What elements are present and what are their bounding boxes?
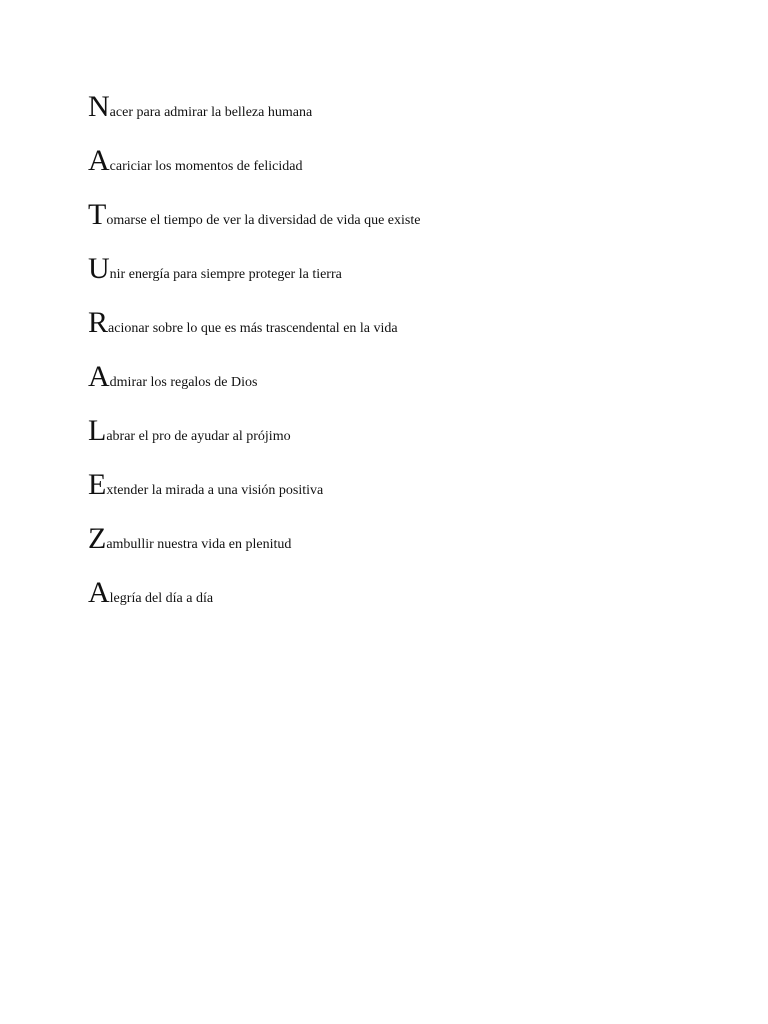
poem-line-9 (88, 524, 728, 578)
line-initial: U (88, 252, 110, 285)
line-text: nir energía para siempre proteger la tierra (109, 267, 342, 282)
line-text: legría del día a día (109, 591, 214, 606)
line-text: cariciar los momentos de felicidad (109, 159, 303, 174)
line-initial: A (88, 144, 110, 177)
poem-line-5 (88, 308, 728, 362)
line-initial: A (88, 360, 110, 393)
line-text: omarse el tiempo de ver la diversidad de vida que existe (106, 213, 421, 228)
line-initial: L (88, 414, 107, 447)
line-text: acionar sobre lo que es más trascendental en la vida (108, 321, 398, 336)
line-initial: R (88, 306, 109, 339)
line-text: ambullir nuestra vida en plenitud (106, 537, 292, 552)
poem-line-8 (88, 470, 728, 524)
poem-line-4 (88, 254, 728, 308)
poem-line-10 (88, 578, 728, 632)
line-text: acer para admirar la belleza humana (109, 105, 313, 120)
line-text: dmirar los regalos de Dios (109, 375, 258, 390)
line-initial: Z (88, 522, 107, 555)
line-text: abrar el pro de ayudar al prójimo (106, 429, 291, 444)
line-initial: T (88, 198, 107, 231)
line-initial: N (88, 90, 110, 123)
poem-line-7 (88, 416, 728, 470)
poem-line-1 (88, 92, 728, 146)
poem-line-3 (88, 200, 728, 254)
line-initial: E (88, 468, 107, 501)
line-text: xtender la mirada a una visión positiva (106, 483, 324, 498)
poem-line-2 (88, 146, 728, 200)
line-initial: A (88, 576, 110, 609)
poem-line-6 (88, 362, 728, 416)
acrostic-poem (88, 92, 728, 632)
